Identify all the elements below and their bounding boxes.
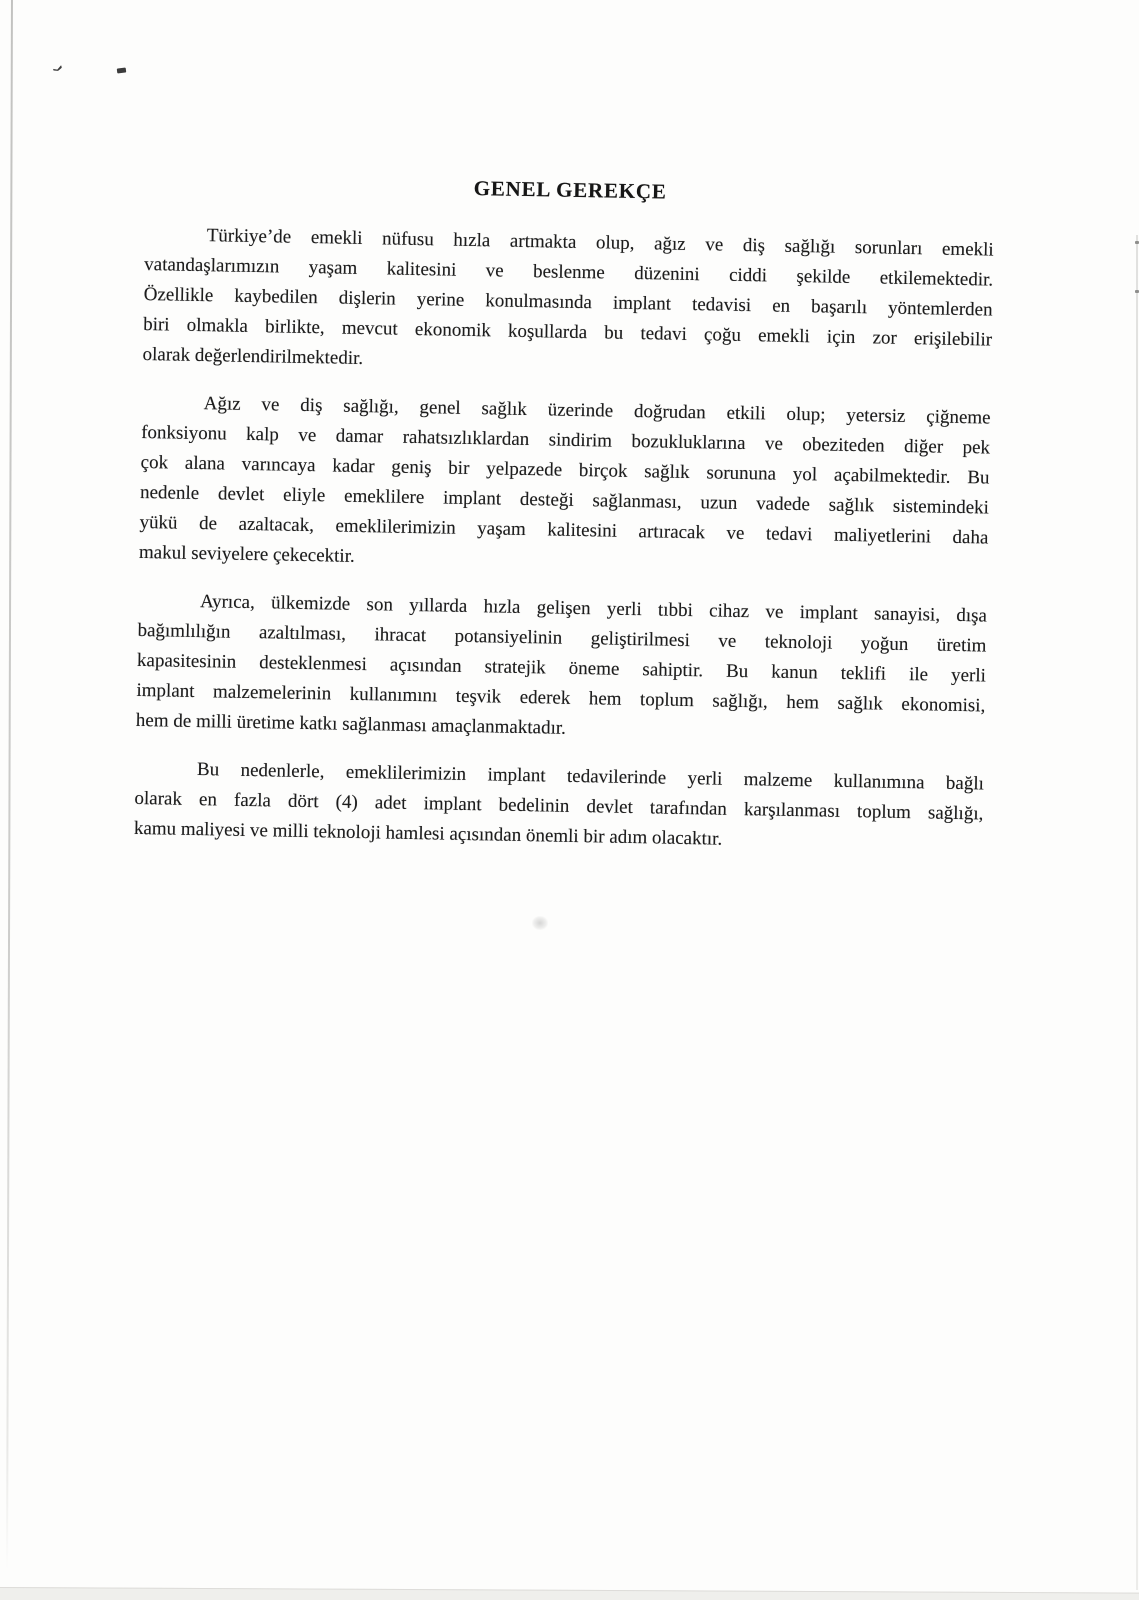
paragraph — [139, 388, 991, 584]
text-line: implant malzemelerinin kullanımını teşvik ederek hem toplum sağlığı, hem sağlık ekonomisi, — [136, 679, 986, 717]
text-line: hem de milli üretime katkı sağlanması amaçlanmaktadır. — [135, 709, 567, 739]
text-line: biri olmakla birlikte, mevcut ekonomik koşullarda bu tedavi çoğu emekli için zor erişilebilir — [142, 313, 993, 351]
paragraph — [142, 220, 994, 386]
text-line: Türkiye’de emekli nüfusu hızla artmakta olup, ağız ve diş sağlığı sorunları emekli — [206, 225, 994, 261]
paragraph — [136, 586, 988, 752]
text-line: vatandaşlarımızın yaşam kalitesini ve beslenme düzenini ciddi şekilde etkilemektedir. — [144, 253, 994, 291]
document-body — [133, 170, 995, 877]
scan-edge-mark — [1135, 241, 1139, 244]
paragraphs — [134, 220, 994, 859]
text-line: makul seviyelere çekecektir. — [138, 541, 355, 567]
text-line: yükü de azaltacak, emeklilerimizin yaşam kalitesini artıracak ve tedavi maliyetlerini daha — [139, 511, 989, 549]
scan-bottom-band — [0, 1587, 1139, 1600]
text-line: Ağız ve diş sağlığı, genel sağlık üzerinde doğrudan etkili olup; yetersiz çiğneme — [203, 393, 991, 429]
text-line: Bu nedenlerle, emeklilerimizin implant tedavilerinde yerli malzeme kullanımına bağlı — [196, 759, 985, 795]
text-line: nedenle devlet eliyle emeklilere implant desteği sağlanması, uzun vadede sağlık sistemindeki — [139, 481, 990, 519]
text-line: fonksiyonu kalp ve damar rahatsızlıklardan sindirim bozukluklarına ve obeziteden diğer pek — [140, 421, 991, 459]
text-line: kapasitesinin desteklenmesi açısından stratejik öneme sahiptir. Bu kanun teklifi ile yerli — [136, 649, 987, 687]
text-line: olarak en fazla dört (4) adet implant bedelinin devlet tarafından karşılanması toplum sağlığı, — [134, 787, 984, 825]
text-line: olarak değerlendirilmektedir. — [142, 343, 364, 370]
text-line: kamu maliyesi ve milli teknoloji hamlesi açısından önemli bir adım olacaktır. — [133, 817, 723, 850]
faint-smudge — [532, 916, 548, 930]
ink-speck — [117, 67, 127, 73]
ink-speck — [53, 65, 63, 72]
scan-right-edge-line — [1136, 235, 1138, 1590]
text-line: bağımlılığın azaltılması, ihracat potansiyelinin geliştirilmesi ve teknoloji yoğun üretim — [137, 619, 987, 657]
text-line: Özellikle kaybedilen dişlerin yerine konulmasında implant tedavisi en başarılı yöntemlerden — [143, 283, 993, 321]
scan-edge-mark — [1135, 290, 1139, 293]
text-line: Ayrıca, ülkemizde son yıllarda hızla gelişen yerli tıbbi cihaz ve implant sanayisi, dışa — [199, 591, 988, 627]
text-line: çok alana varıncaya kadar geniş bir yelpazede birçok sağlık sorununa yol açabilmektedir. Bu — [140, 451, 990, 489]
document-title: GENEL GEREKÇE — [473, 176, 667, 204]
scan-left-edge-line — [6, 0, 13, 1570]
paragraph — [134, 754, 985, 860]
